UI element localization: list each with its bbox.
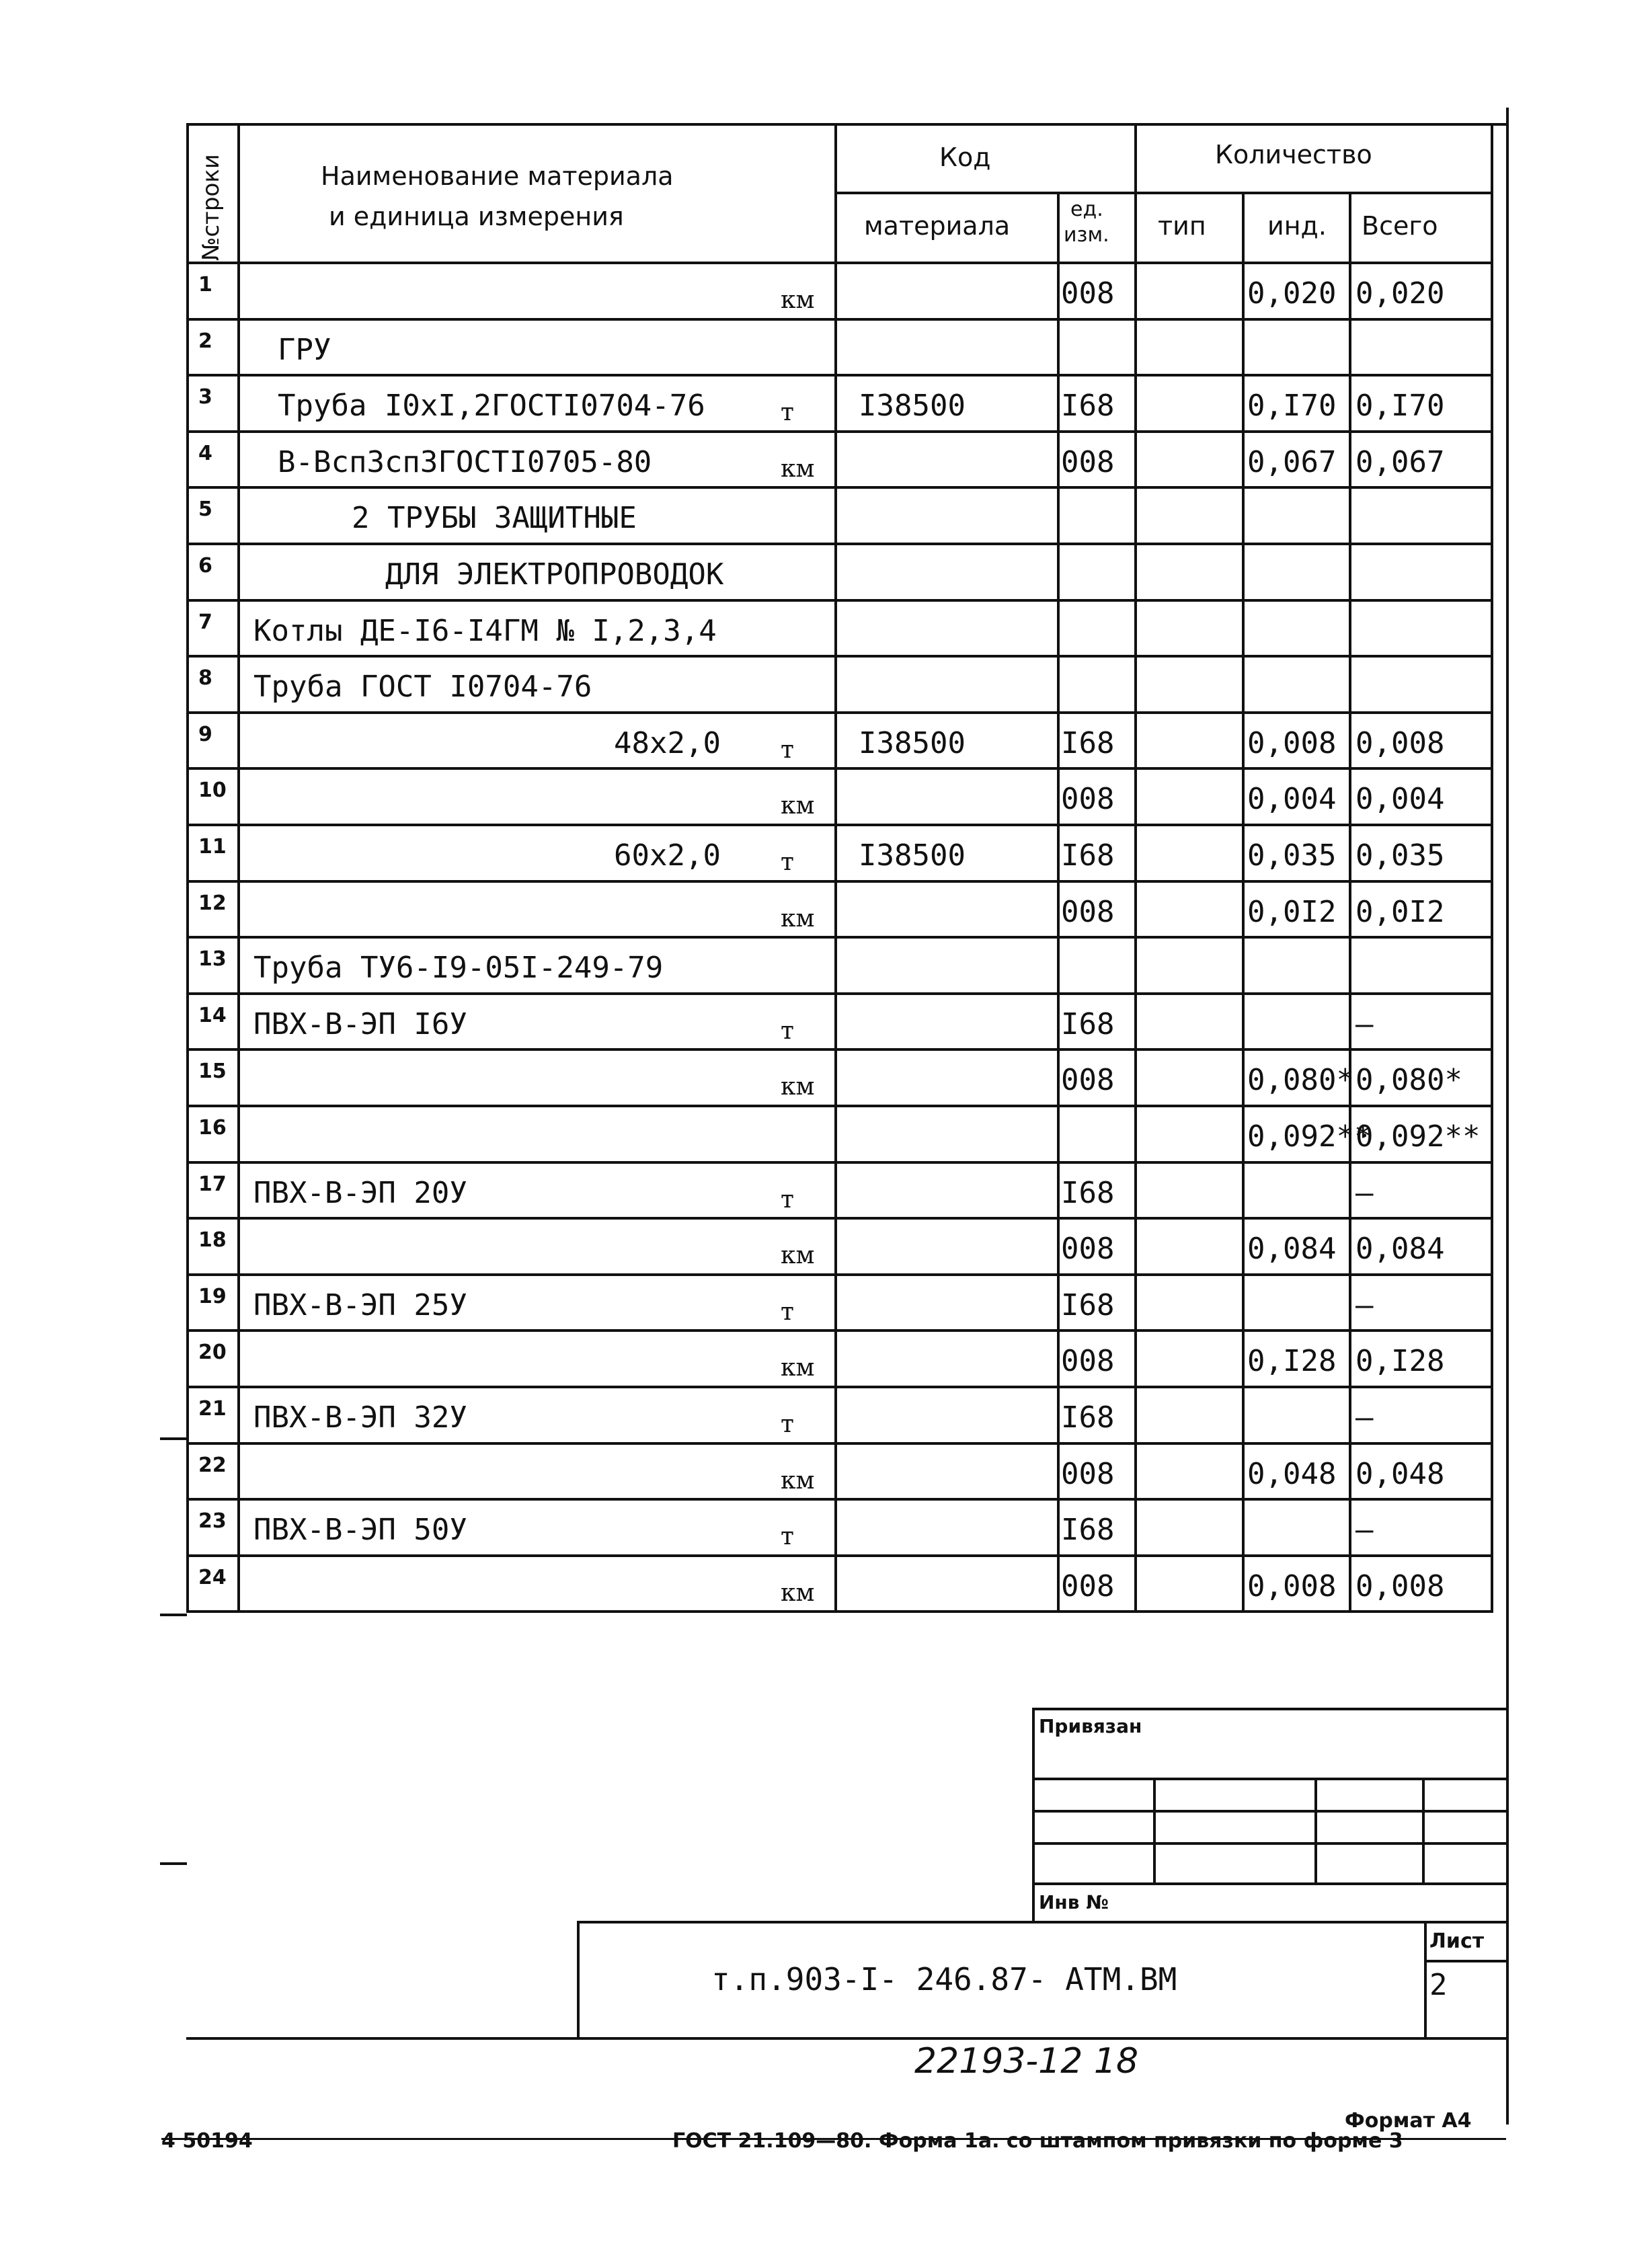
table-row — [186, 1107, 1493, 1164]
row-unit-code: 008 — [1061, 1456, 1115, 1491]
table-row — [186, 1501, 1493, 1557]
row-unit: т — [781, 736, 794, 764]
row-number: 2 — [198, 329, 212, 353]
handwritten-number: 22193-12 18 — [914, 2041, 1139, 2081]
row-total: 0,092** — [1355, 1119, 1481, 1154]
row-material: I38500 — [859, 725, 966, 760]
row-unit-code: 008 — [1061, 276, 1115, 311]
table-row — [186, 1051, 1493, 1107]
table-row — [186, 770, 1493, 826]
row-number: 18 — [198, 1228, 227, 1253]
binding-stamp — [1032, 1708, 1507, 1923]
row-number: 17 — [198, 1172, 227, 1196]
row-ind: 0,008 — [1247, 725, 1337, 760]
row-ind: 0,008 — [1247, 1569, 1337, 1603]
table-row — [186, 995, 1493, 1051]
row-ind: 0,067 — [1247, 444, 1337, 479]
row-total: 0,067 — [1355, 444, 1445, 479]
table-row — [186, 1220, 1493, 1276]
row-name: ДЛЯ ЭЛЕКТРОПРОВОДОК — [385, 557, 724, 592]
row-total: 0,I70 — [1355, 389, 1445, 424]
row-ind: 0,035 — [1247, 838, 1337, 873]
table-row — [186, 658, 1493, 714]
table-row — [186, 1388, 1493, 1445]
left-margin-tick-1 — [160, 1437, 187, 1440]
row-name: 2 ТРУБЫ ЗАЩИТНЫЕ — [352, 501, 637, 536]
header-material: материала — [864, 211, 1011, 241]
row-total: – — [1355, 1400, 1374, 1435]
row-number: 8 — [198, 666, 212, 690]
bottom-standard: ГОСТ 21.109—80. Форма 1а. со штампом привязки по форме 3 — [672, 2129, 1403, 2153]
table-row — [186, 1276, 1493, 1333]
row-unit-code: I68 — [1061, 1513, 1115, 1548]
row-unit-code: I68 — [1061, 1400, 1115, 1435]
format-label: Формат А4 — [1345, 2109, 1472, 2133]
row-unit: км — [781, 454, 815, 483]
row-total: 0,I28 — [1355, 1344, 1445, 1379]
row-material: I38500 — [859, 389, 966, 424]
row-number: 19 — [198, 1284, 227, 1308]
sheet-number: 2 — [1429, 1968, 1448, 2002]
row-material: I38500 — [859, 838, 966, 873]
row-unit-code: 008 — [1061, 1569, 1115, 1603]
row-number: 15 — [198, 1060, 227, 1084]
row-unit: т — [781, 399, 794, 427]
row-number: 5 — [198, 498, 212, 522]
row-ind: 0,020 — [1247, 276, 1337, 311]
row-number: 4 — [198, 441, 212, 465]
table-row — [186, 264, 1493, 321]
row-number: 24 — [198, 1565, 227, 1589]
header-row-number: №строки — [198, 154, 225, 261]
row-unit: км — [781, 1073, 815, 1101]
row-name: ГРУ — [278, 332, 331, 367]
row-unit: км — [781, 1354, 815, 1382]
table-row — [186, 1445, 1493, 1501]
row-name: Труба ТУ6-I9-05I-249-79 — [253, 951, 664, 986]
row-ind: 0,048 — [1247, 1456, 1337, 1491]
table-row — [186, 489, 1493, 545]
row-total: 0,020 — [1355, 276, 1445, 311]
table-row — [186, 545, 1493, 602]
row-name: ПВХ-В-ЭП 20У — [253, 1175, 467, 1210]
row-unit-code: I68 — [1061, 1175, 1115, 1210]
row-unit-code: I68 — [1061, 1287, 1115, 1322]
row-number: 3 — [198, 385, 212, 409]
row-ind: 0,I28 — [1247, 1344, 1337, 1379]
row-unit: т — [781, 1185, 794, 1214]
row-total: – — [1355, 1175, 1374, 1210]
header-name-line2: и единица измерения — [329, 202, 624, 231]
header-code-group: Код — [939, 143, 991, 172]
row-unit: км — [781, 792, 815, 820]
table-row — [186, 1164, 1493, 1220]
row-unit: км — [781, 286, 815, 314]
row-number: 21 — [198, 1397, 227, 1421]
row-total: – — [1355, 1513, 1374, 1548]
table-row — [186, 376, 1493, 433]
row-number: 10 — [198, 779, 227, 803]
row-unit: т — [781, 1411, 794, 1438]
row-unit-code: 008 — [1061, 782, 1115, 817]
row-number: 12 — [198, 891, 227, 915]
row-number: 22 — [198, 1453, 227, 1477]
row-unit-code: 008 — [1061, 1344, 1115, 1379]
row-name: Труба I0xI,2ГОСТI0704-76 — [278, 389, 705, 424]
header-ind: инд. — [1267, 211, 1327, 241]
row-number: 6 — [198, 554, 212, 578]
table-row — [186, 602, 1493, 658]
row-unit: км — [781, 1579, 815, 1607]
stamp-inv-label: Инв № — [1039, 1891, 1109, 1913]
row-ind: 0,084 — [1247, 1232, 1337, 1267]
row-number: 9 — [198, 722, 212, 746]
row-name: Труба ГОСТ I0704-76 — [253, 670, 592, 705]
row-ind: 0,080* — [1247, 1063, 1354, 1098]
row-total: – — [1355, 1287, 1374, 1322]
table-row — [186, 433, 1493, 489]
row-total: 0,008 — [1355, 1569, 1445, 1603]
header-unit-line2: изм. — [1064, 223, 1109, 247]
table-row — [186, 826, 1493, 883]
row-number: 7 — [198, 610, 212, 634]
row-unit: т — [781, 848, 794, 876]
row-unit: т — [781, 1017, 794, 1045]
row-name: 60x2,0 — [614, 838, 721, 873]
row-unit-code: 008 — [1061, 444, 1115, 479]
table-bottom-extension — [160, 1614, 187, 1616]
row-ind: 0,I70 — [1247, 389, 1337, 424]
table-row — [186, 714, 1493, 770]
row-unit-code: I68 — [1061, 389, 1115, 424]
header-total: Всего — [1362, 211, 1438, 241]
row-number: 1 — [198, 273, 212, 296]
header-name-line1: Наименование материала — [321, 161, 674, 191]
row-unit: т — [781, 1523, 794, 1551]
bottom-left-code: 4 50194 — [161, 2129, 253, 2153]
row-total: 0,008 — [1355, 725, 1445, 760]
stamp-bound-label: Привязан — [1039, 1715, 1142, 1737]
table-header — [186, 123, 1507, 264]
row-unit-code: 008 — [1061, 1063, 1115, 1098]
row-unit-code: I68 — [1061, 1006, 1115, 1041]
table-row — [186, 1557, 1493, 1614]
row-unit-code: I68 — [1061, 725, 1115, 760]
row-ind: 0,0I2 — [1247, 894, 1337, 929]
row-name: ПВХ-В-ЭП 25У — [253, 1287, 467, 1322]
table-row — [186, 321, 1493, 377]
header-type: тип — [1158, 211, 1206, 241]
table-row — [186, 883, 1493, 939]
row-total: – — [1355, 1006, 1374, 1041]
row-name: В-Всп3сп3ГОСТI0705-80 — [278, 444, 652, 479]
row-total: 0,048 — [1355, 1456, 1445, 1491]
row-number: 13 — [198, 947, 227, 971]
row-unit: км — [781, 1466, 815, 1495]
document-designation: т.п.903-I- 246.87- АТМ.ВМ — [711, 1961, 1177, 1997]
title-block — [577, 1921, 1507, 2039]
row-total: 0,0I2 — [1355, 894, 1445, 929]
grid-hline — [186, 1610, 1493, 1613]
table-row — [186, 1332, 1493, 1388]
row-total: 0,084 — [1355, 1232, 1445, 1267]
row-unit: км — [781, 904, 815, 932]
header-unit-line1: ед. — [1070, 198, 1103, 221]
table-row — [186, 939, 1493, 995]
header-quantity-group: Количество — [1215, 140, 1372, 169]
row-name: ПВХ-В-ЭП I6У — [253, 1006, 467, 1041]
row-total: 0,080* — [1355, 1063, 1462, 1098]
row-number: 16 — [198, 1116, 227, 1140]
left-margin-tick-2 — [160, 1862, 187, 1865]
row-number: 11 — [198, 835, 227, 859]
row-unit-code: 008 — [1061, 1232, 1115, 1267]
row-unit: км — [781, 1242, 815, 1270]
row-total: 0,004 — [1355, 782, 1445, 817]
row-unit: т — [781, 1298, 794, 1326]
row-unit-code: I68 — [1061, 838, 1115, 873]
row-number: 14 — [198, 1003, 227, 1027]
row-unit-code: 008 — [1061, 894, 1115, 929]
row-name: 48x2,0 — [614, 725, 721, 760]
row-ind: 0,004 — [1247, 782, 1337, 817]
row-ind: 0,092** — [1247, 1119, 1372, 1154]
row-number: 23 — [198, 1509, 227, 1534]
sheet-label: Лист — [1429, 1930, 1485, 1953]
row-name: ПВХ-В-ЭП 32У — [253, 1400, 467, 1435]
row-number: 20 — [198, 1341, 227, 1365]
row-name: ПВХ-В-ЭП 50У — [253, 1513, 467, 1548]
row-name: Котлы ДЕ-I6-I4ГМ № I,2,3,4 — [253, 613, 717, 648]
row-total: 0,035 — [1355, 838, 1445, 873]
